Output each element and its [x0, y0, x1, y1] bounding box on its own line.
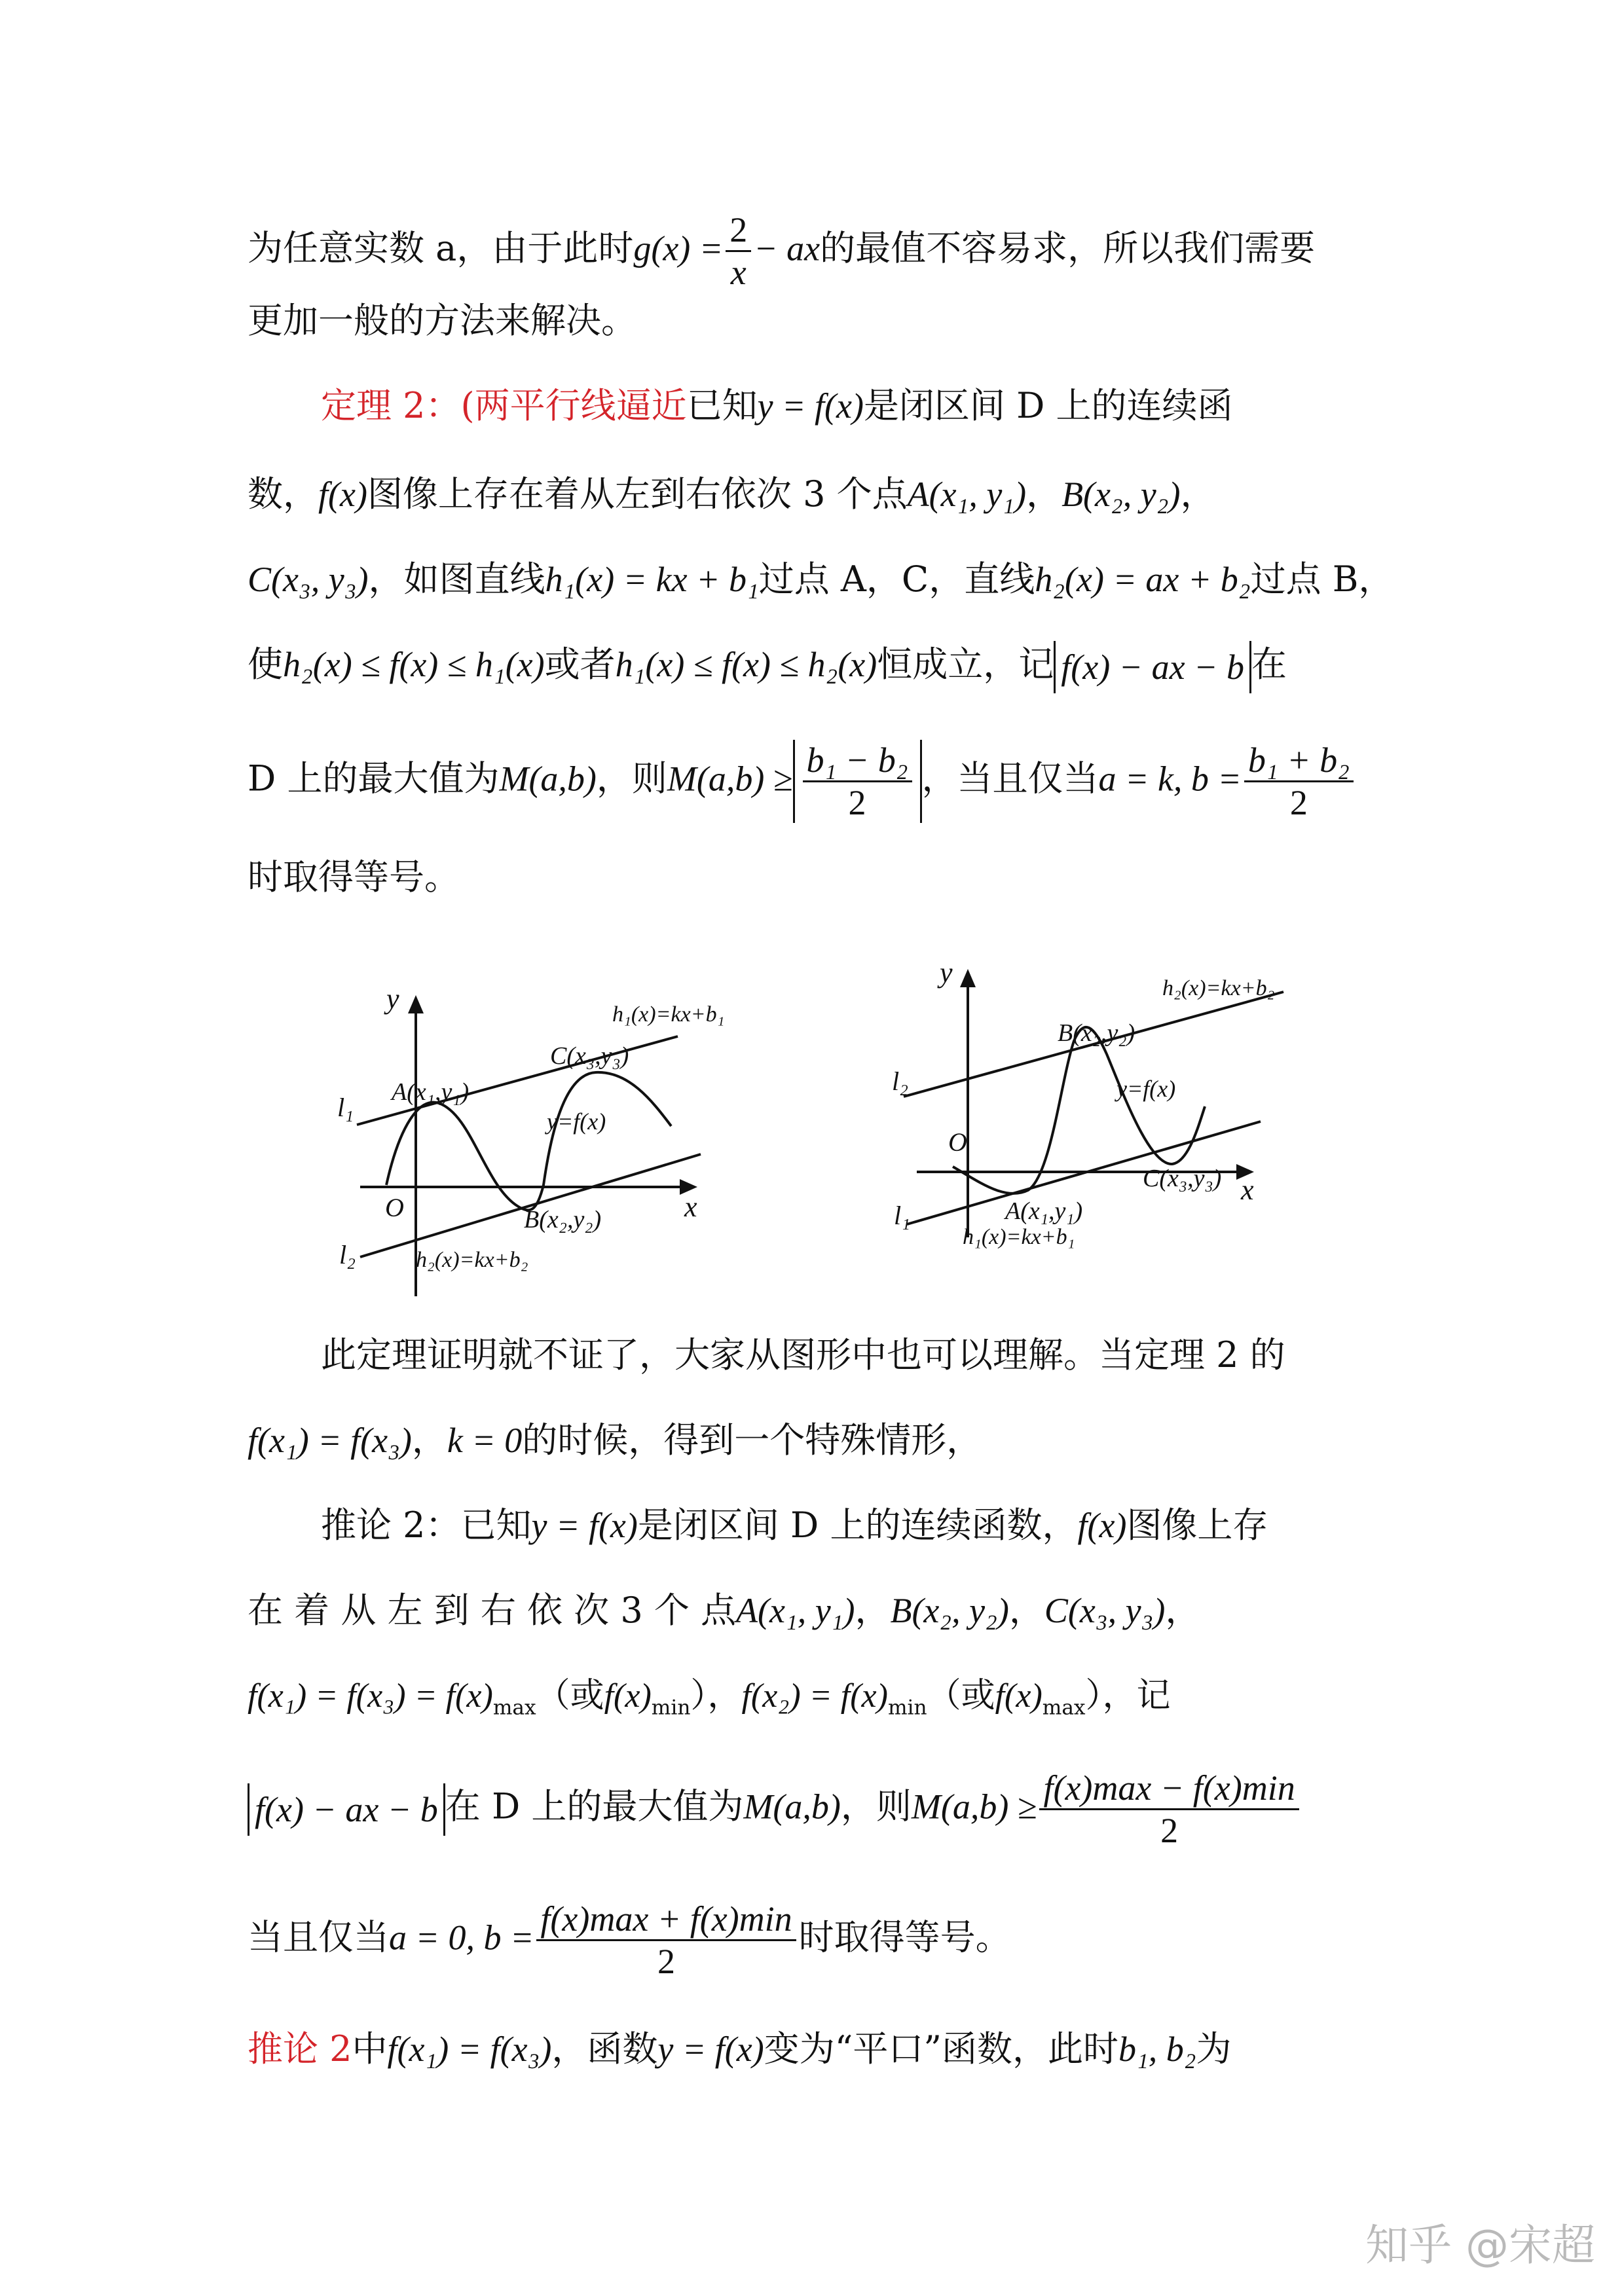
label-y: y: [940, 957, 953, 989]
math-expression: y = f(x): [757, 386, 864, 426]
label-f: y=f(x): [1116, 1076, 1176, 1102]
text: ，当且仅当: [921, 757, 1099, 799]
math-expression: C(x₃, y₃): [248, 560, 369, 599]
absolute-value: f(x) − ax − b: [248, 1783, 445, 1836]
subscript: max: [492, 1696, 536, 1720]
text: 推论 2：已知: [321, 1504, 532, 1546]
label-h2: h₂(x)=kx+b₂: [1162, 976, 1275, 1000]
text: ，如图直线: [368, 558, 545, 600]
math-expression: a = 0, b =: [389, 1918, 534, 1958]
label-A: A(x₁,y₁): [1005, 1197, 1083, 1225]
text: ，: [855, 1590, 891, 1631]
math-expression: B(x₂, y₂): [1061, 475, 1181, 514]
text: D 上的最大值为: [248, 757, 500, 799]
theorem-line: [248, 851, 1387, 903]
text: 此定理证明就不证了，大家从图形中也可以理解。当定理 2 的: [321, 1334, 1285, 1376]
fraction-numerator: f(x)max − f(x)min: [1039, 1768, 1299, 1810]
math-expression: B(x₂, y₂): [890, 1591, 1009, 1630]
label-h1: h₁(x)=kx+b₁: [963, 1225, 1075, 1249]
label-l2: l₂: [892, 1066, 909, 1096]
text: 在: [1251, 644, 1287, 685]
math-expression: g(x) =: [633, 228, 724, 268]
text: ），: [690, 1676, 742, 1715]
corollary-line: [248, 1584, 1387, 1637]
text: 过点 B，: [1250, 558, 1394, 600]
text: ，: [411, 1419, 447, 1461]
math-expression: h₂(x) = ax + b₂: [1035, 560, 1251, 599]
text: 是闭区间 D 上的连续函: [863, 385, 1233, 426]
math-expression: y = f(x): [657, 2030, 764, 2069]
corollary-line: [248, 1768, 1387, 1851]
fraction: [1244, 740, 1354, 823]
watermark: 知乎 @宋超: [1365, 2220, 1595, 2270]
label-h1: h₁(x)=kx+b₁: [612, 1002, 725, 1027]
corollary-reference: 推论 2: [248, 2028, 352, 2069]
text: 的时候，得到一个特殊情形，: [522, 1419, 982, 1461]
text: （或: [536, 1676, 604, 1715]
text: 时取得等号。: [798, 1916, 1011, 1958]
fraction-denominator: x: [730, 253, 747, 292]
label-h2: h₂(x)=kx+b₂: [416, 1248, 528, 1272]
fraction-denominator: 2: [1160, 1811, 1179, 1850]
math-expression: M(a,b) ≥: [911, 1787, 1037, 1827]
corollary-line: [248, 1669, 1387, 1734]
math-expression: b₁, b₂: [1118, 2030, 1196, 2069]
math-expression: C(x₃, y₃): [1044, 1591, 1166, 1630]
fraction: [1039, 1768, 1299, 1851]
corollary-line: [248, 1899, 1387, 1982]
text: 为: [1196, 2028, 1232, 2069]
label-x: x: [684, 1191, 697, 1223]
absolute-value: [793, 740, 922, 823]
theorem-line: [248, 740, 1387, 823]
paragraph-line: [321, 1329, 1387, 1381]
text: ，: [1165, 1590, 1201, 1631]
math-expression: f(x₂) = f(x): [741, 1677, 888, 1715]
paragraph-line: [248, 295, 1387, 347]
label-B: B(x₂,y₂): [524, 1206, 602, 1233]
label-C: C(x₃,y₃): [550, 1042, 629, 1070]
fraction-denominator: 2: [848, 783, 866, 822]
text: ，则: [596, 757, 667, 799]
paragraph-line: [248, 2023, 1387, 2075]
label-o: O: [385, 1193, 404, 1222]
text: ，函数: [551, 2028, 658, 2069]
theorem-line: [248, 553, 1394, 606]
text: ，: [1026, 473, 1062, 515]
math-expression: h₂(x) ≤ f(x) ≤ h₁(x): [283, 645, 545, 684]
math-expression: a = k, b =: [1098, 759, 1242, 799]
label-A: A(x₁,y₁): [392, 1078, 470, 1106]
math-expression: f(x₁) = f(x₃) = f(x): [248, 1677, 493, 1715]
math-expression: f(x₁) = f(x₃): [387, 2030, 552, 2069]
math-expression: M(a,b): [499, 759, 597, 799]
label-B: B(x₂,y₂): [1058, 1019, 1135, 1047]
label-C: C(x₃,y₃): [1143, 1165, 1222, 1192]
absolute-value: f(x) − ax − b: [1054, 641, 1251, 693]
theorem-line: [321, 380, 1387, 432]
text: 当且仅当: [248, 1916, 389, 1958]
text: 图像上存: [1126, 1504, 1268, 1546]
subscript: min: [887, 1696, 927, 1720]
paragraph-line: [248, 210, 1387, 293]
theorem-line: [248, 468, 1387, 520]
text: 数，: [248, 473, 318, 515]
label-f: y=f(x): [547, 1108, 606, 1135]
text: 已知: [686, 385, 758, 426]
label-o: O: [948, 1127, 967, 1157]
theorem-line: [248, 638, 1387, 693]
math-expression: y = f(x): [531, 1506, 638, 1545]
text: 为任意实数 a，由于此时: [248, 227, 634, 269]
text: 在 着 从 左 到 右 依 次 3 个 点: [248, 1590, 737, 1631]
text: 图像上存在着从左到右依次 3 个点: [367, 473, 908, 515]
text: 使: [248, 644, 283, 685]
fraction-denominator: 2: [1289, 783, 1308, 822]
math-expression: f(x): [995, 1677, 1043, 1715]
math-expression: − ax: [754, 228, 821, 268]
math-expression: M(a,b) ≥: [667, 759, 793, 799]
text: 恒成立，记: [877, 644, 1054, 685]
text: ，: [1180, 473, 1216, 515]
math-expression: f(x): [318, 475, 367, 514]
fraction-numerator: b₁ + b₂: [1244, 740, 1354, 782]
text: 更加一般的方法来解决。: [248, 300, 637, 341]
fraction-denominator: 2: [657, 1942, 676, 1981]
fraction: [803, 740, 912, 823]
math-expression: f(x): [604, 1677, 652, 1715]
math-expression: M(a,b): [743, 1787, 841, 1827]
text: 过点 A，C，直线: [758, 558, 1035, 600]
text: 的最值不容易求，所以我们需要: [820, 227, 1316, 269]
text: 中: [352, 2028, 388, 2069]
label-l1: l₁: [894, 1201, 911, 1230]
text: ，则: [840, 1785, 912, 1827]
text: ，: [1008, 1590, 1044, 1631]
label-y: y: [386, 983, 399, 1015]
math-expression: f(x₁) = f(x₃): [248, 1421, 412, 1460]
fraction-numerator: 2: [726, 210, 751, 252]
label-x: x: [1241, 1174, 1254, 1206]
math-expression: A(x₁, y₁): [907, 475, 1027, 514]
label-l1: l₁: [337, 1093, 354, 1122]
label-l2: l₂: [339, 1240, 356, 1269]
fraction: [726, 210, 751, 293]
text: 在 D 上的最大值为: [445, 1785, 744, 1827]
figure-right: [891, 949, 1336, 1270]
text: ），记: [1085, 1676, 1171, 1715]
math-expression: A(x₁, y₁): [736, 1591, 855, 1630]
text: 是闭区间 D 上的连续函数，: [637, 1504, 1078, 1546]
y-axis-arrow: [960, 969, 976, 987]
fraction-numerator: b₁ − b₂: [803, 740, 912, 782]
corollary-line: [321, 1499, 1387, 1552]
theorem-label: 定理 2：(两平行线逼近: [321, 385, 687, 426]
text: 或者: [544, 644, 616, 685]
y-axis-arrow: [408, 995, 424, 1013]
fraction: [536, 1899, 796, 1982]
math-expression: k = 0: [447, 1421, 523, 1460]
math-expression: f(x): [1077, 1506, 1127, 1545]
paragraph-line: [248, 1414, 1387, 1467]
math-expression: h₁(x) ≤ f(x) ≤ h₂(x): [615, 645, 877, 684]
fraction-numerator: f(x)max + f(x)min: [536, 1899, 796, 1941]
math-expression: h₁(x) = kx + b₁: [545, 560, 759, 599]
text: （或: [927, 1676, 995, 1715]
text: 时取得等号。: [248, 856, 460, 898]
text: 变为“平口”函数，此时: [764, 2028, 1118, 2069]
subscript: min: [651, 1696, 691, 1720]
figure-left: [321, 969, 779, 1309]
subscript: max: [1042, 1696, 1086, 1720]
